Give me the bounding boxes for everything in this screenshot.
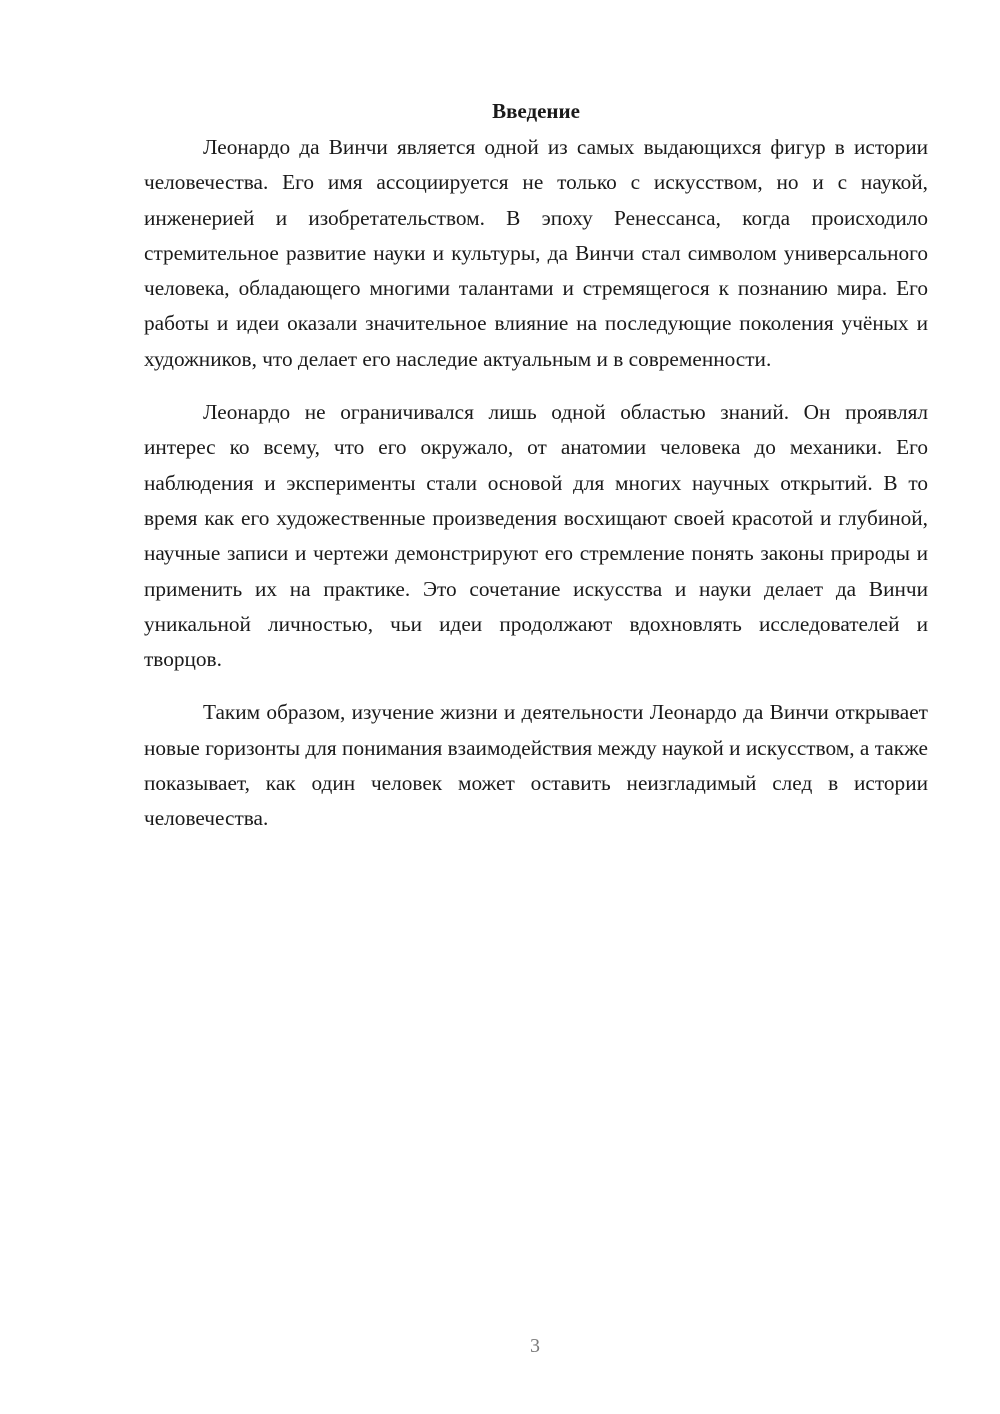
paragraph-3: Таким образом, изучение жизни и деятельности Леонардо да Винчи открывает новые горизонты для понимания взаимодействия между наукой и искусством, а также показывает, как один человек может оставить неизгладимый след в истории человечества. <box>144 700 928 831</box>
section-heading: Введение <box>492 99 580 123</box>
paragraph-1: Леонардо да Винчи является одной из самых выдающихся фигур в истории человечества. Его имя ассоциируется не только с искусством, но и с наукой, инженерией и изобретательством. В эпоху Ренессанса, когда происходило стремительное развитие науки и культуры, да Винчи стал символом универсального человека, обладающего многими талантами и стремящегося к познанию мира. Его работы и идеи оказали значительное влияние на последующие поколения учёных и художников, что делает его наследие актуальным и в современности. <box>144 135 928 371</box>
paragraph-2: Леонардо не ограничивался лишь одной областью знаний. Он проявлял интерес ко всему, что его окружало, от анатомии человека до механики. Его наблюдения и эксперименты стали основой для многих научных открытий. В то время как его художественные произведения восхищают своей красотой и глубиной, научные записи и чертежи демонстрируют его стремление понять законы природы и применить их на практике. Это сочетание искусства и науки делает да Винчи уникальной личностью, чьи идеи продолжают вдохновлять исследователей и творцов. <box>144 400 928 672</box>
page-content <box>144 95 928 855</box>
page-number: 3 <box>530 1335 540 1357</box>
